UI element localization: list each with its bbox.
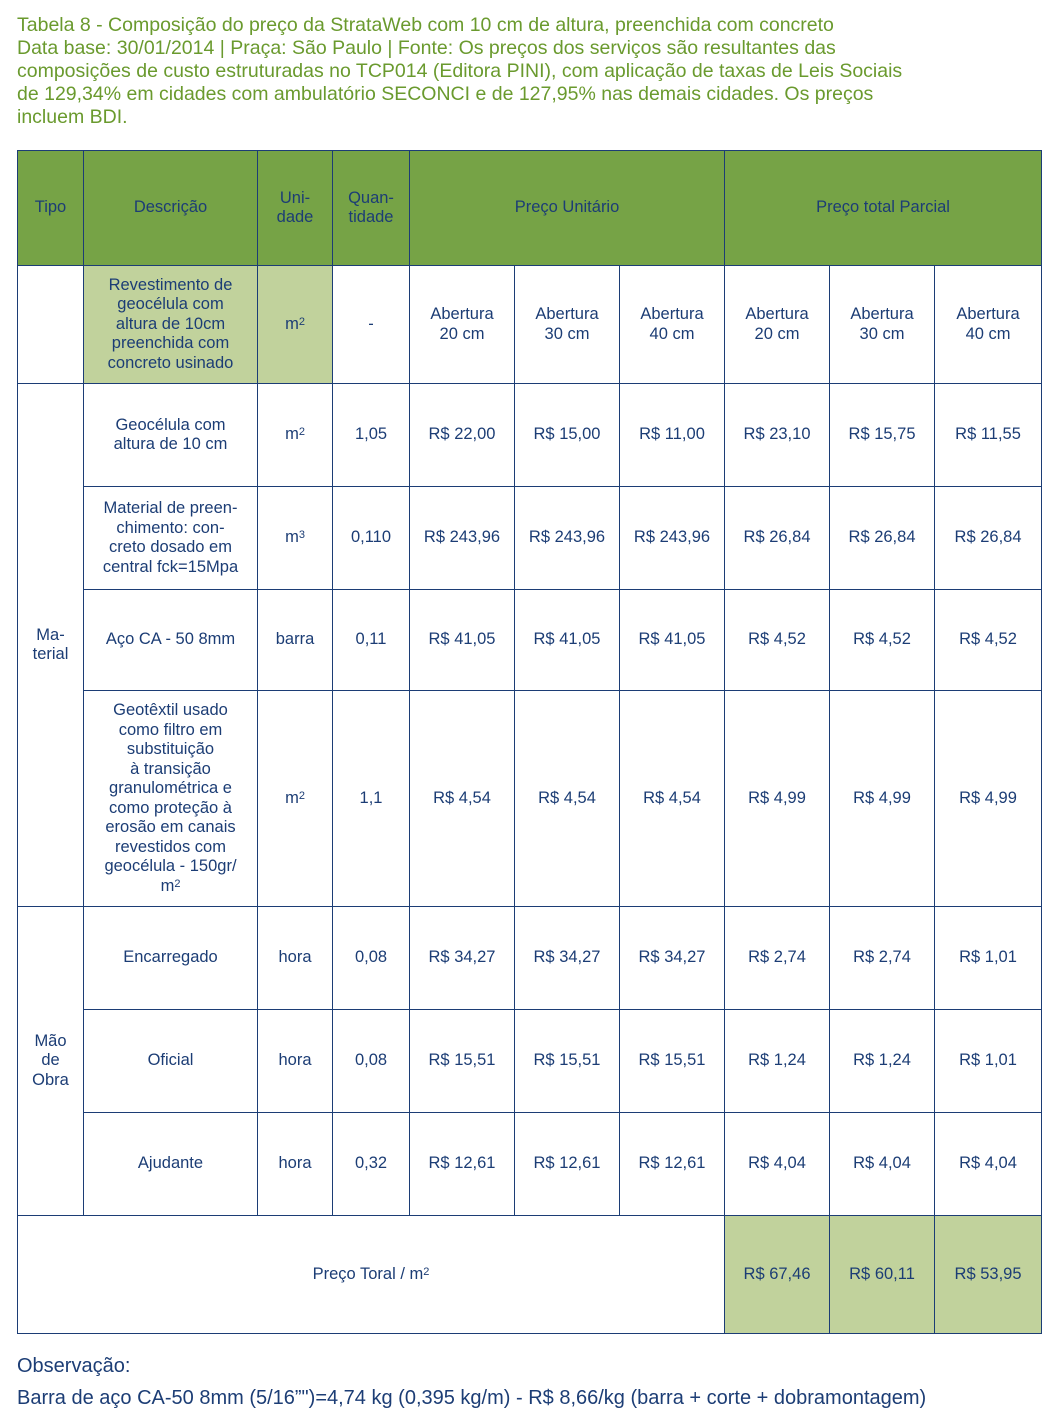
value-cell: R$ 15,51 [410, 1010, 515, 1113]
value-cell: R$ 15,75 [830, 384, 935, 487]
row-unit: hora [258, 1113, 333, 1216]
observacao-title: Observação: [17, 1355, 131, 1377]
value-cell: R$ 4,52 [725, 590, 830, 691]
value-cell: R$ 41,05 [620, 590, 725, 691]
header-preco-unitario: Preço Unitário [410, 151, 725, 266]
total-value: R$ 67,46 [725, 1216, 830, 1334]
abertura-cell: Abertura 30 cm [830, 266, 935, 384]
value-cell: R$ 4,04 [830, 1113, 935, 1216]
value-cell: R$ 4,99 [725, 691, 830, 907]
value-cell: R$ 4,54 [410, 691, 515, 907]
service-description: Revestimento de geocélula com altura de 10cm preenchida com concreto usinado [84, 266, 258, 384]
total-row [18, 1216, 1042, 1334]
row-qty: 0,08 [333, 1010, 410, 1113]
value-cell: R$ 2,74 [830, 907, 935, 1010]
observacao-text: Barra de aço CA-50 8mm (5/16”")=4,74 kg (0,395 kg/m) - R$ 8,66/kg (barra + corte + dobramontagem) [17, 1387, 927, 1409]
group-material: Ma- terial [18, 384, 84, 907]
value-cell: R$ 1,24 [830, 1010, 935, 1113]
row-description: Geocélula com altura de 10 cm [84, 384, 258, 487]
abertura-cell: Abertura 40 cm [935, 266, 1042, 384]
value-cell: R$ 34,27 [410, 907, 515, 1010]
value-cell: R$ 12,61 [410, 1113, 515, 1216]
value-cell: R$ 1,01 [935, 907, 1042, 1010]
value-cell: R$ 4,52 [830, 590, 935, 691]
row-description: Material de preen- chimento: con- creto dosado em central fck=15Mpa [84, 487, 258, 590]
value-cell: R$ 4,04 [725, 1113, 830, 1216]
price-composition-table [17, 150, 1042, 1334]
value-cell: R$ 15,51 [620, 1010, 725, 1113]
value-cell: R$ 4,54 [515, 691, 620, 907]
header-row [18, 151, 1042, 266]
value-cell: R$ 243,96 [620, 487, 725, 590]
total-value: R$ 60,11 [830, 1216, 935, 1334]
value-cell: R$ 26,84 [830, 487, 935, 590]
caption-line: composições de custo estruturadas no TCP014 (Editora PINI), com aplicação de taxas de Leis Sociais [17, 60, 903, 82]
row-qty: 1,05 [333, 384, 410, 487]
table-row [18, 384, 1042, 487]
service-unit: $m^2$ [258, 266, 333, 384]
abertura-cell: Abertura 30 cm [515, 266, 620, 384]
total-label: Preço Toral / $m^2$ [18, 1216, 725, 1334]
value-cell: R$ 4,54 [620, 691, 725, 907]
row-qty: 0,32 [333, 1113, 410, 1216]
value-cell: R$ 4,04 [935, 1113, 1042, 1216]
tipo-empty [18, 266, 84, 384]
value-cell: R$ 2,74 [725, 907, 830, 1010]
row-description: Encarregado [84, 907, 258, 1010]
row-unit: $m^2$ [258, 384, 333, 487]
row-qty: 0,110 [333, 487, 410, 590]
value-cell: R$ 41,05 [515, 590, 620, 691]
caption-line: Data base: 30/01/2014 | Praça: São Paulo | Fonte: Os preços dos serviços são resultantes das [17, 37, 836, 59]
row-qty: 0,08 [333, 907, 410, 1010]
header-preco-total: Preço total Parcial [725, 151, 1042, 266]
value-cell: R$ 23,10 [725, 384, 830, 487]
row-qty: 1,1 [333, 691, 410, 907]
total-value: R$ 53,95 [935, 1216, 1042, 1334]
value-cell: R$ 4,52 [935, 590, 1042, 691]
caption-line: incluem BDI. [17, 106, 128, 128]
table-row [18, 590, 1042, 691]
table-row [18, 1113, 1042, 1216]
caption-title: Tabela 8 - Composição do preço da StrataWeb com 10 cm de altura, preenchida com concreto [17, 14, 834, 36]
value-cell: R$ 11,55 [935, 384, 1042, 487]
row-unit: hora [258, 907, 333, 1010]
header-tipo: Tipo [18, 151, 84, 266]
caption-line: de 129,34% em cidades com ambulatório SECONCI e de 127,95% nas demais cidades. Os preços [17, 83, 874, 105]
table-row [18, 487, 1042, 590]
row-unit: $m^3$ [258, 487, 333, 590]
row-unit: $m^2$ [258, 691, 333, 907]
abertura-cell: Abertura 20 cm [410, 266, 515, 384]
value-cell: R$ 1,01 [935, 1010, 1042, 1113]
header-descricao: Descrição [84, 151, 258, 266]
row-description: Oficial [84, 1010, 258, 1113]
row-description: Ajudante [84, 1113, 258, 1216]
group-mao-de-obra: Mão de Obra [18, 907, 84, 1216]
value-cell: R$ 4,99 [830, 691, 935, 907]
row-description: Geotêxtil usado como filtro em substituição à transição granulométrica e como proteção à erosão em canais revestidos com geocélula - 150gr/ $m^2$ [84, 691, 258, 907]
service-qty: - [333, 266, 410, 384]
value-cell: R$ 1,24 [725, 1010, 830, 1113]
row-unit: barra [258, 590, 333, 691]
header-unidade: Uni- dade [258, 151, 333, 266]
value-cell: R$ 26,84 [725, 487, 830, 590]
value-cell: R$ 15,00 [515, 384, 620, 487]
value-cell: R$ 12,61 [620, 1113, 725, 1216]
value-cell: R$ 41,05 [410, 590, 515, 691]
table-row [18, 1010, 1042, 1113]
value-cell: R$ 11,00 [620, 384, 725, 487]
header-quantidade: Quan- tidade [333, 151, 410, 266]
value-cell: R$ 26,84 [935, 487, 1042, 590]
value-cell: R$ 4,99 [935, 691, 1042, 907]
table-caption [17, 14, 1041, 129]
table-row [18, 691, 1042, 907]
row-unit: hora [258, 1010, 333, 1113]
service-row [18, 266, 1042, 384]
value-cell: R$ 243,96 [410, 487, 515, 590]
value-cell: R$ 34,27 [515, 907, 620, 1010]
abertura-cell: Abertura 20 cm [725, 266, 830, 384]
row-qty: 0,11 [333, 590, 410, 691]
table-row [18, 907, 1042, 1010]
value-cell: R$ 34,27 [620, 907, 725, 1010]
value-cell: R$ 243,96 [515, 487, 620, 590]
value-cell: R$ 12,61 [515, 1113, 620, 1216]
row-description: Aço CA - 50 8mm [84, 590, 258, 691]
value-cell: R$ 22,00 [410, 384, 515, 487]
value-cell: R$ 15,51 [515, 1010, 620, 1113]
abertura-cell: Abertura 40 cm [620, 266, 725, 384]
